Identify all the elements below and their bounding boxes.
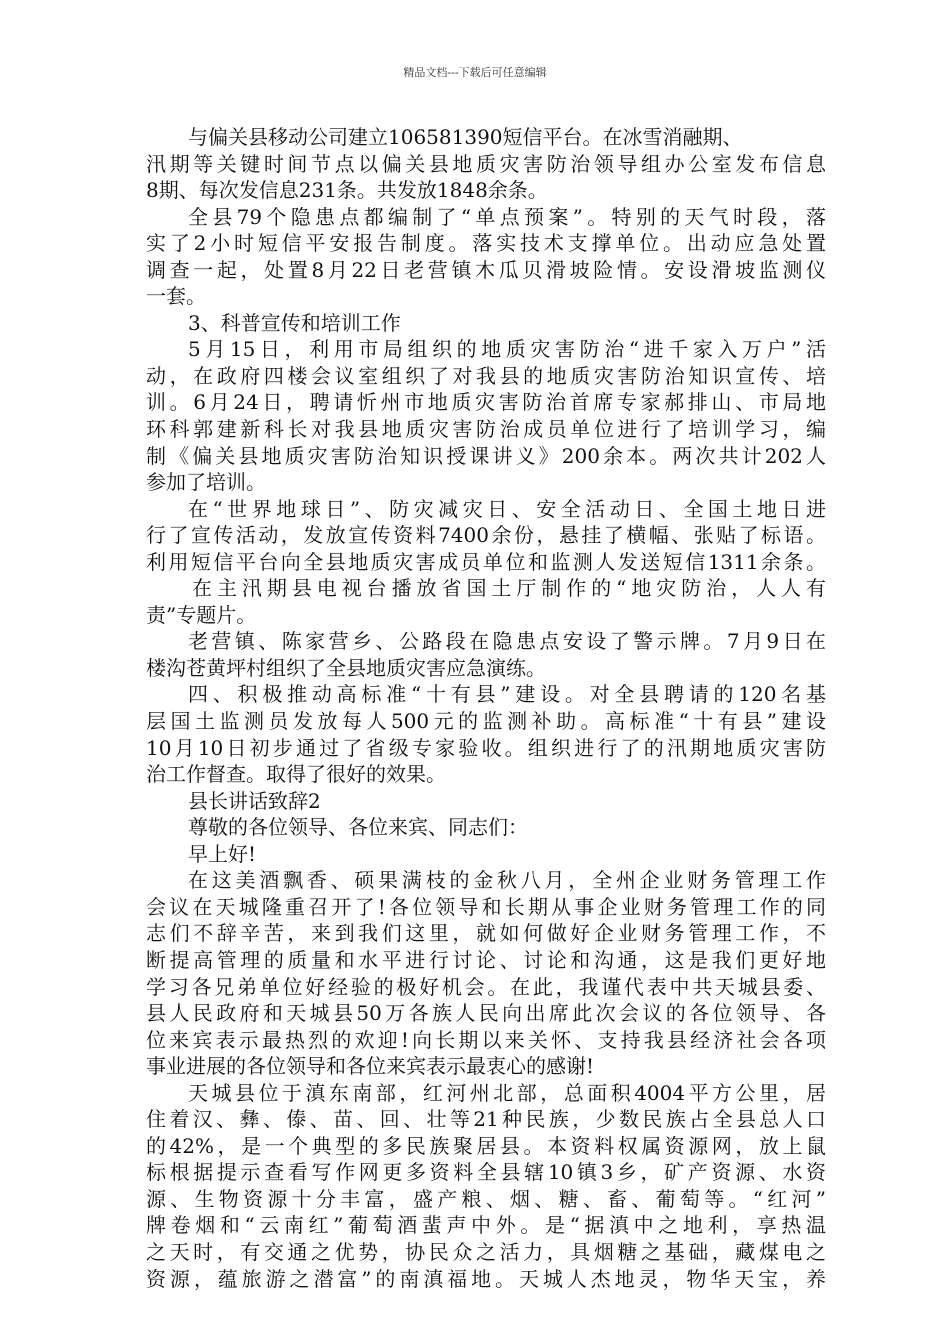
text-line: 责”专题片。 bbox=[146, 602, 257, 627]
text-line: 会议在天城隆重召开了!各位领导和长期从事企业财务管理工作的同 bbox=[146, 894, 826, 919]
text-line: 行了宣传活动，发放宣传资料7400余份，悬挂了横幅、张贴了标语。 bbox=[146, 523, 826, 548]
text-line: 与偏关县移动公司建立106581390短信平台。在冰雪消融期、 bbox=[188, 125, 743, 149]
text-line: 动，在政府四楼会议室组织了对我县的地质灾害防治知识宣传、培 bbox=[146, 363, 826, 388]
text-line: 在“世界地球日”、防灾减灾日、安全活动日、全国土地日进 bbox=[188, 496, 826, 521]
text-line: 住着汉、彝、傣、苗、回、壮等21种民族，少数民族占全县总人口 bbox=[146, 1107, 826, 1132]
text-line: 汛期等关键时间节点以偏关县地质灾害防治领导组办公室发布信息 bbox=[146, 151, 826, 176]
document-body bbox=[146, 124, 826, 1292]
page-header: 精品文档---下载后可任意编辑 bbox=[403, 66, 547, 79]
text-line: 在主汛期县电视台播放省国土厅制作的“地灾防治，人人有 bbox=[192, 576, 826, 601]
text-line: 5月15日，利用市局组织的地质灾害防治“进千家入万户”活 bbox=[188, 337, 826, 362]
text-line: 利用短信平台向全县地质灾害成员单位和监测人发送短信1311余条。 bbox=[146, 549, 826, 574]
text-line: 环科郭建新科长对我县地质灾害防治成员单位进行了培训学习，编 bbox=[146, 417, 826, 442]
greeting: 早上好! bbox=[188, 841, 257, 866]
section-heading: 县长讲话致辞2 bbox=[188, 788, 321, 813]
text-line: 位来宾表示最热烈的欢迎!向长期以来关怀、支持我县经济社会各项 bbox=[146, 1027, 826, 1052]
text-line: 10月10日初步通过了省级专家验收。组织进行了的汛期地质灾害防 bbox=[146, 735, 826, 760]
text-line: 天城县位于滇东南部，红河州北部，总面积4004平方公里，居 bbox=[188, 1080, 826, 1105]
text-line: 制《偏关县地质灾害防治知识授课讲义》200余本。两次共计202人 bbox=[146, 443, 826, 468]
text-line: 调查一起，处置8月22日老营镇木瓜贝滑坡险情。安设滑坡监测仪 bbox=[146, 257, 826, 282]
text-line: 全县79个隐患点都编制了“单点预案”。特别的天气时段，落 bbox=[188, 204, 826, 229]
text-line: 学习各兄弟单位好经验的极好机会。在此，我谨代表中共天城县委、 bbox=[146, 974, 826, 999]
text-line: 断提高管理的质量和水平进行讨论、讨论和沟通，这是我们更好地 bbox=[146, 947, 826, 972]
text-line: 训。6月24日，聘请忻州市地质灾害防治首席专家郝排山、市局地 bbox=[146, 390, 826, 415]
text-line: 实了2小时短信平安报告制度。落实技术支撑单位。出动应急处置 bbox=[146, 231, 826, 256]
text-line: 资源，蕴旅游之潜富”的南滇福地。天城人杰地灵，物华天宝，养 bbox=[146, 1266, 826, 1291]
text-line: 之天时，有交通之优势，协民众之活力，具烟糖之基础，藏煤电之 bbox=[146, 1239, 826, 1264]
text-line: 四、积极推动高标准“十有县”建设。对全县聘请的120名基 bbox=[188, 682, 826, 707]
text-line: 的42%，是一个典型的多民族聚居县。本资料权属资源网，放上鼠 bbox=[146, 1133, 826, 1158]
text-line: 志们不辞辛苦，来到我们这里，就如何做好企业财务管理工作，不 bbox=[146, 921, 826, 946]
text-line: 8期、每次发信息231条。共发放1848余条。 bbox=[146, 178, 548, 203]
text-line: 一套。 bbox=[146, 284, 206, 309]
text-line: 标根据提示查看写作网更多资料全县辖10镇3乡，矿产资源、水资 bbox=[146, 1160, 826, 1185]
text-line: 牌卷烟和“云南红”葡萄酒蜚声中外。是“据滇中之地利，享热温 bbox=[146, 1213, 826, 1238]
section-heading: 3、科普宣传和培训工作 bbox=[188, 310, 401, 335]
text-line: 层国土监测员发放每人500元的监测补助。高标准“十有县”建设 bbox=[146, 709, 826, 734]
text-line: 参加了培训。 bbox=[146, 470, 266, 495]
text-line: 在这美酒飘香、硕果满枝的金秋八月，全州企业财务管理工作 bbox=[188, 868, 826, 893]
text-line: 老营镇、陈家营乡、公路段在隐患点安设了警示牌。7月9日在 bbox=[188, 629, 826, 654]
text-line: 事业进展的各位领导和各位来宾表示最衷心的感谢! bbox=[146, 1054, 595, 1079]
text-line: 县人民政府和天城县50万各族人民向出席此次会议的各位领导、各 bbox=[146, 1001, 826, 1026]
text-line: 治工作督查。取得了很好的效果。 bbox=[146, 762, 446, 787]
text-line: 源、生物资源十分丰富，盛产粮、烟、糖、畜、葡萄等。“红河” bbox=[146, 1186, 826, 1211]
salutation: 尊敬的各位领导、各位来宾、同志们： bbox=[188, 815, 528, 840]
text-line: 楼沟苍黄坪村组织了全县地质灾害应急演练。 bbox=[146, 655, 546, 680]
